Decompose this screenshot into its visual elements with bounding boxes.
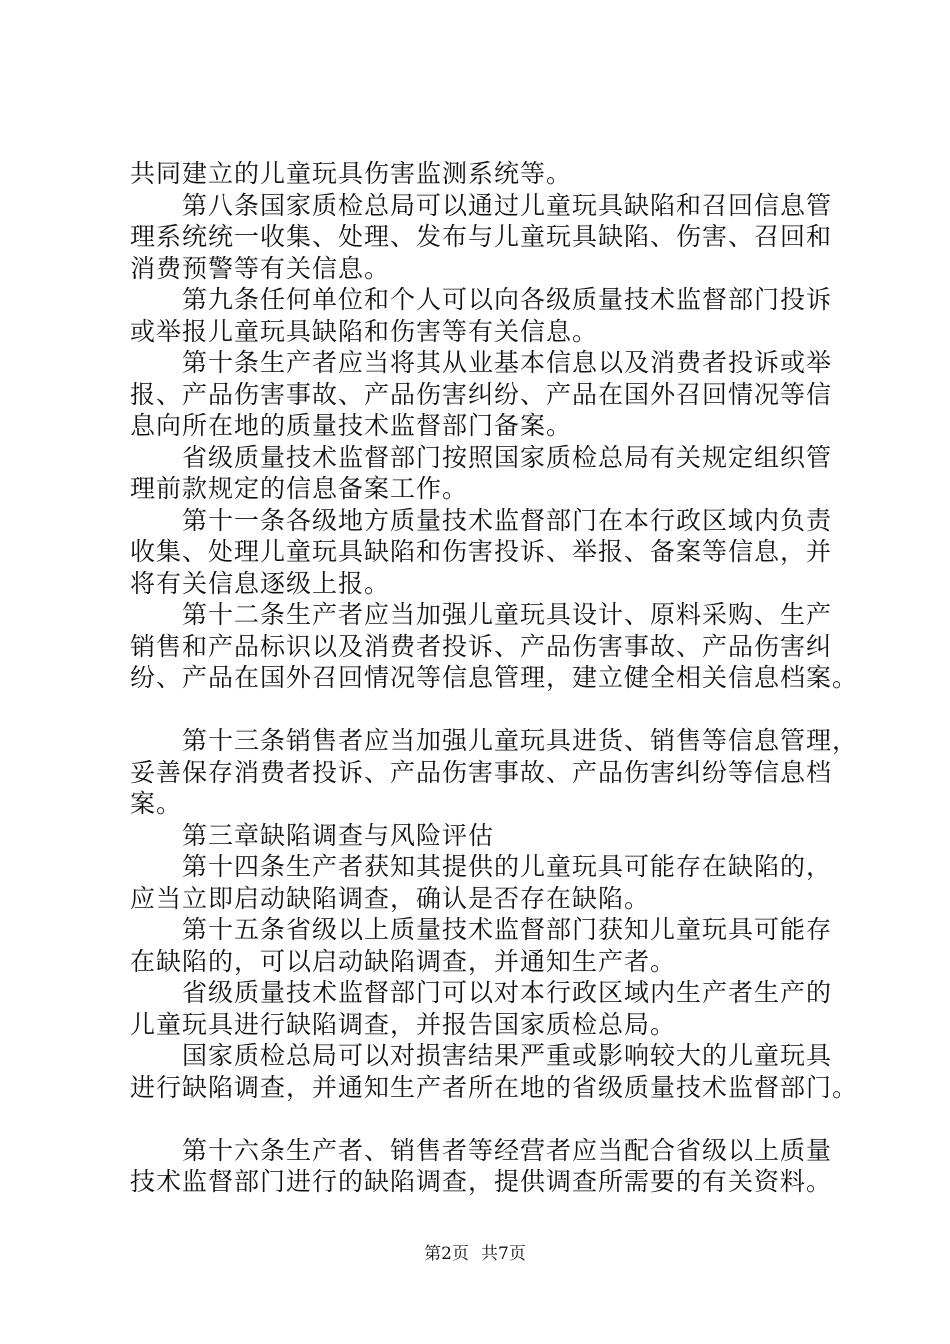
- document-body: [130, 158, 859, 1198]
- text-line: 息向所在地的质量技术监督部门备案。: [130, 411, 573, 440]
- text-line: 第十条生产者应当将其从业基本信息以及消费者投诉或举: [182, 348, 833, 377]
- text-line: 省级质量技术监督部门按照国家质检总局有关规定组织管: [182, 442, 833, 472]
- blank-line: [130, 694, 830, 726]
- text-line: 第九条任何单位和个人可以向各级质量技术监督部门投诉: [182, 285, 833, 314]
- text-line: 报、产品伤害事故、产品伤害纠纷、产品在国外召回情况等信: [130, 379, 833, 409]
- text-line: 儿童玩具进行缺陷调查，并报告国家质检总局。: [130, 1009, 677, 1039]
- text-line: 理系统统一收集、处理、发布与儿童玩具缺陷、伤害、召回和: [130, 222, 833, 251]
- text-line: 妥善保存消费者投诉、产品伤害事故、产品伤害纠纷等信息档: [130, 757, 833, 787]
- page-total: 共7页: [481, 1244, 526, 1264]
- text-line: 第十六条生产者、销售者等经营者应当配合省级以上质量: [182, 1135, 833, 1165]
- page-number: 第2页: [424, 1244, 469, 1264]
- text-line: 第十三条销售者应当加强儿童玩具进货、销售等信息管理，: [182, 726, 859, 755]
- text-line: 第十四条生产者获知其提供的儿童玩具可能存在缺陷的，: [182, 852, 833, 881]
- text-line: 国家质检总局可以对损害结果严重或影响较大的儿童玩具: [182, 1041, 833, 1070]
- text-line: 应当立即启动缺陷调查，确认是否存在缺陷。: [130, 883, 651, 913]
- text-line: 销售和产品标识以及消费者投诉、产品伤害事故、产品伤害纠: [130, 631, 833, 661]
- text-line: 消费预警等有关信息。: [130, 253, 391, 283]
- text-line: 第十五条省级以上质量技术监督部门获知儿童玩具可能存: [182, 915, 833, 944]
- page-footer: [0, 1244, 950, 1264]
- text-line: 共同建立的儿童玩具伤害监测系统等。: [130, 159, 573, 188]
- text-line: 理前款规定的信息备案工作。: [130, 474, 469, 503]
- text-line: 案。: [130, 789, 183, 818]
- text-line: 进行缺陷调查，并通知生产者所在地的省级质量技术监督部门。: [130, 1072, 859, 1102]
- text-line: 第八条国家质检总局可以通过儿童玩具缺陷和召回信息管: [182, 190, 833, 220]
- text-line: 在缺陷的，可以启动缺陷调查，并通知生产者。: [130, 946, 677, 976]
- text-line: 第十二条生产者应当加强儿童玩具设计、原料采购、生产: [182, 600, 833, 629]
- text-line: 第十一条各级地方质量技术监督部门在本行政区域内负责: [182, 505, 833, 535]
- text-line: 纷、产品在国外召回情况等信息管理，建立健全相关信息档案。: [130, 663, 859, 692]
- text-line: 收集、处理儿童玩具缺陷和伤害投诉、举报、备案等信息，并: [130, 537, 833, 566]
- text-line: 省级质量技术监督部门可以对本行政区域内生产者生产的: [182, 978, 833, 1007]
- text-line: 技术监督部门进行的缺陷调查，提供调查所需要的有关资料。: [130, 1167, 833, 1196]
- chapter-heading: 第三章缺陷调查与风险评估: [182, 820, 495, 850]
- text-line: 或举报儿童玩具缺陷和伤害等有关信息。: [130, 316, 599, 346]
- text-line: 将有关信息逐级上报。: [130, 568, 391, 598]
- blank-line: [130, 1103, 830, 1135]
